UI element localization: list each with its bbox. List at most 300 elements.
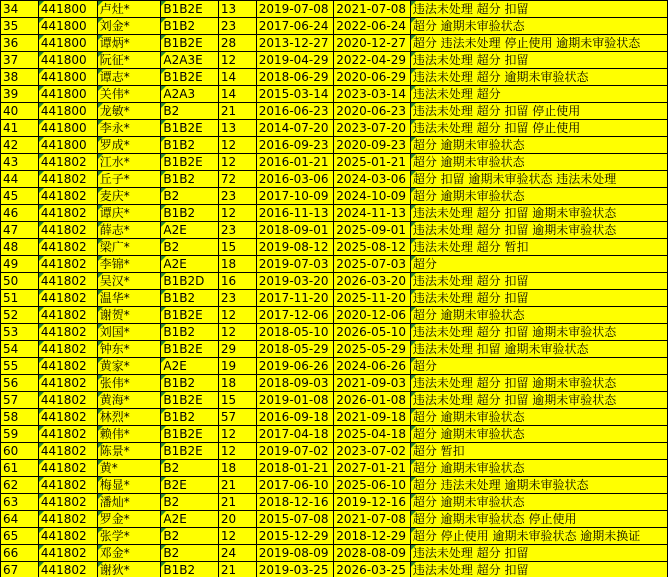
cell-marker-icon [411,426,416,431]
status-notes-cell[interactable] [410,545,667,562]
start-date-cell[interactable]: 2013-12-27 [256,35,333,52]
status-notes-cell[interactable] [410,307,667,324]
start-date-cell[interactable]: 2019-08-09 [256,545,333,562]
area-code-cell[interactable] [38,205,97,222]
status-notes-cell[interactable] [410,494,667,511]
end-date-cell[interactable]: 2025-06-10 [334,477,411,494]
start-date-cell[interactable]: 2019-06-26 [256,358,333,375]
status-notes-cell[interactable] [410,460,667,477]
cell-text: 超分 违法未处理 逾期未审验状态 [412,477,589,492]
license-class-cell[interactable] [161,205,219,222]
license-class-cell[interactable] [161,120,219,137]
start-date-cell[interactable]: 2015-07-08 [256,511,333,528]
score-cell[interactable]: 13 [218,120,256,137]
end-date-cell[interactable]: 2025-07-03 [334,256,411,273]
score-cell[interactable]: 23 [218,188,256,205]
score-cell[interactable]: 21 [218,494,256,511]
status-notes-cell[interactable] [410,52,667,69]
status-notes-cell[interactable] [410,103,667,120]
end-date-cell[interactable]: 2020-06-23 [334,103,411,120]
score-cell[interactable]: 23 [218,222,256,239]
score-cell[interactable]: 21 [218,477,256,494]
area-code-cell[interactable] [38,562,97,577]
end-date-cell[interactable]: 2022-06-24 [334,18,411,35]
area-code-cell[interactable] [38,307,97,324]
area-code-cell[interactable] [38,137,97,154]
end-date-cell[interactable]: 2026-01-08 [334,392,411,409]
status-notes-cell[interactable] [410,256,667,273]
license-class-cell[interactable] [161,222,219,239]
end-date-cell[interactable]: 2025-05-29 [334,341,411,358]
start-date-cell[interactable]: 2019-04-29 [256,52,333,69]
cell-marker-icon [411,392,416,397]
cell-text: 超分 逾期未审验状态 [412,460,525,475]
license-class-cell[interactable] [161,460,219,477]
license-class-cell[interactable] [161,307,219,324]
row-index-cell[interactable]: 59 [1,426,39,443]
row-index-cell[interactable]: 42 [1,137,39,154]
row-index-cell[interactable]: 41 [1,120,39,137]
license-class-cell[interactable] [161,426,219,443]
score-cell[interactable]: 21 [218,562,256,577]
row-index-cell[interactable]: 60 [1,443,39,460]
driver-name-cell[interactable] [97,375,161,392]
license-class-cell[interactable] [161,324,219,341]
end-date-cell[interactable]: 2026-03-25 [334,562,411,577]
area-code-cell[interactable] [38,188,97,205]
driver-name-cell[interactable] [97,528,161,545]
start-date-cell[interactable]: 2019-03-20 [256,273,333,290]
row-index-cell[interactable]: 36 [1,35,39,52]
area-code-cell[interactable] [38,120,97,137]
driver-name-cell[interactable] [97,35,161,52]
cell-text: B1B2 [163,137,196,152]
start-date-cell[interactable]: 2019-07-08 [256,1,333,18]
status-notes-cell[interactable] [410,324,667,341]
license-class-cell[interactable] [161,409,219,426]
score-cell[interactable]: 16 [218,273,256,290]
driver-name-cell[interactable] [97,52,161,69]
row-index-cell[interactable]: 53 [1,324,39,341]
driver-name-cell[interactable] [97,494,161,511]
row-index-cell[interactable]: 43 [1,154,39,171]
area-code-cell[interactable] [38,222,97,239]
start-date-cell[interactable]: 2014-07-20 [256,120,333,137]
start-date-cell[interactable]: 2017-12-06 [256,307,333,324]
area-code-cell[interactable] [38,35,97,52]
license-class-cell[interactable] [161,477,219,494]
score-cell[interactable]: 13 [218,1,256,18]
cell-marker-icon [98,443,103,448]
area-code-cell[interactable] [38,171,97,188]
end-date-cell[interactable]: 2024-11-13 [334,205,411,222]
area-code-cell[interactable] [38,154,97,171]
end-date-cell[interactable]: 2024-10-09 [334,188,411,205]
area-code-cell[interactable] [38,477,97,494]
license-class-cell[interactable] [161,171,219,188]
row-index-cell[interactable]: 48 [1,239,39,256]
end-date-cell[interactable]: 2026-05-10 [334,324,411,341]
status-notes-cell[interactable] [410,120,667,137]
license-class-cell[interactable] [161,375,219,392]
status-notes-cell[interactable] [410,239,667,256]
score-cell[interactable]: 12 [218,528,256,545]
driver-name-cell[interactable] [97,171,161,188]
start-date-cell[interactable]: 2018-12-16 [256,494,333,511]
end-date-cell[interactable]: 2027-01-21 [334,460,411,477]
status-notes-cell[interactable] [410,562,667,577]
end-date-cell[interactable]: 2028-08-09 [334,545,411,562]
start-date-cell[interactable]: 2016-09-18 [256,409,333,426]
driver-name-cell[interactable] [97,154,161,171]
license-class-cell[interactable] [161,341,219,358]
start-date-cell[interactable]: 2018-09-03 [256,375,333,392]
status-notes-cell[interactable] [410,375,667,392]
row-index-cell[interactable]: 45 [1,188,39,205]
row-index-cell[interactable]: 65 [1,528,39,545]
row-index-cell[interactable]: 47 [1,222,39,239]
driver-name-cell[interactable] [97,1,161,18]
area-code-cell[interactable] [38,545,97,562]
status-notes-cell[interactable] [410,392,667,409]
start-date-cell[interactable]: 2018-05-10 [256,324,333,341]
start-date-cell[interactable]: 2018-06-29 [256,69,333,86]
end-date-cell[interactable]: 2022-04-29 [334,52,411,69]
status-notes-cell[interactable] [410,137,667,154]
area-code-cell[interactable] [38,86,97,103]
license-class-cell[interactable] [161,528,219,545]
cell-marker-icon [161,52,166,57]
end-date-cell[interactable]: 2024-03-06 [334,171,411,188]
end-date-cell[interactable]: 2021-07-08 [334,511,411,528]
status-notes-cell[interactable] [410,86,667,103]
cell-text: A2E [163,256,187,271]
end-date-cell[interactable]: 2021-07-08 [334,1,411,18]
driver-name-cell[interactable] [97,137,161,154]
cell-marker-icon [98,324,103,329]
area-code-cell[interactable] [38,18,97,35]
license-class-cell[interactable] [161,562,219,577]
area-code-cell[interactable] [38,239,97,256]
driver-name-cell[interactable] [97,443,161,460]
end-date-cell[interactable]: 2020-09-23 [334,137,411,154]
driver-name-cell[interactable] [97,290,161,307]
start-date-cell[interactable]: 2018-05-29 [256,341,333,358]
end-date-cell[interactable]: 2025-09-01 [334,222,411,239]
score-cell[interactable]: 18 [218,375,256,392]
start-date-cell[interactable]: 2015-12-29 [256,528,333,545]
license-class-cell[interactable] [161,86,219,103]
license-class-cell[interactable] [161,35,219,52]
end-date-cell[interactable]: 2020-06-29 [334,69,411,86]
score-cell[interactable]: 12 [218,205,256,222]
area-code-cell[interactable] [38,426,97,443]
start-date-cell[interactable]: 2019-07-03 [256,256,333,273]
status-notes-cell[interactable] [410,426,667,443]
row-index-cell[interactable]: 44 [1,171,39,188]
row-index-cell[interactable]: 52 [1,307,39,324]
driver-name-cell[interactable] [97,239,161,256]
driver-name-cell[interactable] [97,545,161,562]
license-class-cell[interactable] [161,239,219,256]
driver-name-cell[interactable] [97,103,161,120]
row-index-cell[interactable]: 37 [1,52,39,69]
status-notes-cell[interactable] [410,18,667,35]
end-date-cell[interactable]: 2023-03-14 [334,86,411,103]
area-code-cell[interactable] [38,460,97,477]
row-index-cell[interactable]: 55 [1,358,39,375]
score-cell[interactable]: 15 [218,392,256,409]
status-notes-cell[interactable] [410,511,667,528]
cell-text: 441800 [40,18,87,33]
status-notes-cell[interactable] [410,1,667,18]
license-class-cell[interactable] [161,69,219,86]
end-date-cell[interactable]: 2018-12-29 [334,528,411,545]
start-date-cell[interactable]: 2017-10-09 [256,188,333,205]
status-notes-cell[interactable] [410,477,667,494]
row-index-cell[interactable]: 40 [1,103,39,120]
cell-text: A2A3 [163,86,196,101]
score-cell[interactable]: 57 [218,409,256,426]
end-date-cell[interactable]: 2026-03-20 [334,273,411,290]
table-row [1,392,668,409]
start-date-cell[interactable]: 2016-01-21 [256,154,333,171]
cell-marker-icon [39,205,44,210]
score-cell[interactable]: 20 [218,511,256,528]
end-date-cell[interactable]: 2023-07-20 [334,120,411,137]
score-cell[interactable]: 12 [218,52,256,69]
score-cell[interactable]: 15 [218,239,256,256]
cell-text: 441800 [40,69,87,84]
cell-marker-icon [39,171,44,176]
cell-marker-icon [161,460,166,465]
cell-text: 超分 逾期未审验状态 [412,409,525,424]
score-cell[interactable]: 21 [218,103,256,120]
row-index-cell[interactable]: 46 [1,205,39,222]
cell-text: 黄海* [99,392,130,407]
area-code-cell[interactable] [38,256,97,273]
row-index-cell[interactable]: 34 [1,1,39,18]
score-cell[interactable]: 19 [218,358,256,375]
start-date-cell[interactable]: 2019-03-25 [256,562,333,577]
table-row [1,222,668,239]
start-date-cell[interactable]: 2016-09-23 [256,137,333,154]
end-date-cell[interactable]: 2019-12-16 [334,494,411,511]
area-code-cell[interactable] [38,341,97,358]
score-cell[interactable]: 12 [218,307,256,324]
license-class-cell[interactable] [161,290,219,307]
row-index-cell[interactable]: 49 [1,256,39,273]
score-cell[interactable]: 23 [218,290,256,307]
score-cell[interactable]: 29 [218,341,256,358]
start-date-cell[interactable]: 2016-11-13 [256,205,333,222]
row-index-cell[interactable]: 61 [1,460,39,477]
status-notes-cell[interactable] [410,443,667,460]
row-index-cell[interactable]: 38 [1,69,39,86]
status-notes-cell[interactable] [410,154,667,171]
status-notes-cell[interactable] [410,69,667,86]
status-notes-cell[interactable] [410,341,667,358]
end-date-cell[interactable]: 2020-12-27 [334,35,411,52]
driver-name-cell[interactable] [97,69,161,86]
area-code-cell[interactable] [38,443,97,460]
score-cell[interactable]: 72 [218,171,256,188]
end-date-cell[interactable]: 2025-01-21 [334,154,411,171]
row-index-cell[interactable]: 56 [1,375,39,392]
area-code-cell[interactable] [38,494,97,511]
license-class-cell[interactable] [161,154,219,171]
license-class-cell[interactable] [161,443,219,460]
license-class-cell[interactable] [161,188,219,205]
cell-marker-icon [411,69,416,74]
end-date-cell[interactable]: 2020-12-06 [334,307,411,324]
row-index-cell[interactable]: 62 [1,477,39,494]
end-date-cell[interactable]: 2021-09-18 [334,409,411,426]
row-index-cell[interactable]: 51 [1,290,39,307]
area-code-cell[interactable] [38,290,97,307]
status-notes-cell[interactable] [410,171,667,188]
cell-text: 陈景* [99,443,130,458]
end-date-cell[interactable]: 2025-08-12 [334,239,411,256]
license-class-cell[interactable] [161,52,219,69]
status-notes-cell[interactable] [410,290,667,307]
driver-name-cell[interactable] [97,86,161,103]
start-date-cell[interactable]: 2017-04-18 [256,426,333,443]
start-date-cell[interactable]: 2019-07-02 [256,443,333,460]
status-notes-cell[interactable] [410,528,667,545]
score-cell[interactable]: 12 [218,154,256,171]
driver-name-cell[interactable] [97,18,161,35]
start-date-cell[interactable]: 2019-01-08 [256,392,333,409]
end-date-cell[interactable]: 2025-11-20 [334,290,411,307]
score-cell[interactable]: 12 [218,426,256,443]
start-date-cell[interactable]: 2019-08-12 [256,239,333,256]
driver-name-cell[interactable] [97,256,161,273]
start-date-cell[interactable]: 2017-06-10 [256,477,333,494]
row-index-cell[interactable]: 66 [1,545,39,562]
score-cell[interactable]: 18 [218,460,256,477]
driver-name-cell[interactable] [97,273,161,290]
row-index-cell[interactable]: 35 [1,18,39,35]
area-code-cell[interactable] [38,273,97,290]
start-date-cell[interactable]: 2017-06-24 [256,18,333,35]
score-cell[interactable]: 12 [218,137,256,154]
start-date-cell[interactable]: 2018-09-01 [256,222,333,239]
row-index-cell[interactable]: 64 [1,511,39,528]
end-date-cell[interactable]: 2024-06-26 [334,358,411,375]
area-code-cell[interactable] [38,392,97,409]
license-class-cell[interactable] [161,273,219,290]
score-cell[interactable]: 23 [218,18,256,35]
score-cell[interactable]: 12 [218,324,256,341]
cell-text: 违法未处理 超分 扣留 [412,545,529,560]
license-class-cell[interactable] [161,1,219,18]
area-code-cell[interactable] [38,1,97,18]
score-cell[interactable]: 12 [218,443,256,460]
status-notes-cell[interactable] [410,188,667,205]
area-code-cell[interactable] [38,324,97,341]
cell-marker-icon [39,545,44,550]
license-class-cell[interactable] [161,494,219,511]
driver-name-cell[interactable] [97,477,161,494]
row-index-cell[interactable]: 67 [1,562,39,577]
status-notes-cell[interactable] [410,205,667,222]
driver-name-cell[interactable] [97,562,161,577]
area-code-cell[interactable] [38,358,97,375]
driver-name-cell[interactable] [97,188,161,205]
driver-name-cell[interactable] [97,120,161,137]
license-class-cell[interactable] [161,103,219,120]
cell-text: 刘金* [99,18,130,33]
cell-text: 赖伟* [99,426,130,441]
score-cell[interactable]: 14 [218,69,256,86]
license-class-cell[interactable] [161,511,219,528]
row-index-cell[interactable]: 39 [1,86,39,103]
cell-text: 441800 [40,137,87,152]
license-class-cell[interactable] [161,18,219,35]
area-code-cell[interactable] [38,511,97,528]
area-code-cell[interactable] [38,409,97,426]
area-code-cell[interactable] [38,69,97,86]
driver-name-cell[interactable] [97,324,161,341]
license-class-cell[interactable] [161,358,219,375]
area-code-cell[interactable] [38,52,97,69]
table-row [1,545,668,562]
status-notes-cell[interactable] [410,358,667,375]
score-cell[interactable]: 18 [218,256,256,273]
license-class-cell[interactable] [161,392,219,409]
end-date-cell[interactable]: 2025-04-18 [334,426,411,443]
driver-name-cell[interactable] [97,460,161,477]
status-notes-cell[interactable] [410,35,667,52]
status-notes-cell[interactable] [410,222,667,239]
start-date-cell[interactable]: 2016-03-06 [256,171,333,188]
start-date-cell[interactable]: 2015-03-14 [256,86,333,103]
area-code-cell[interactable] [38,528,97,545]
row-index-cell[interactable]: 57 [1,392,39,409]
score-cell[interactable]: 28 [218,35,256,52]
start-date-cell[interactable]: 2016-06-23 [256,103,333,120]
row-index-cell[interactable]: 58 [1,409,39,426]
driver-name-cell[interactable] [97,358,161,375]
license-class-cell[interactable] [161,545,219,562]
score-cell[interactable]: 14 [218,86,256,103]
start-date-cell[interactable]: 2018-01-21 [256,460,333,477]
license-class-cell[interactable] [161,256,219,273]
score-cell[interactable]: 24 [218,545,256,562]
area-code-cell[interactable] [38,375,97,392]
driver-name-cell[interactable] [97,307,161,324]
driver-name-cell[interactable] [97,511,161,528]
row-index-cell[interactable]: 54 [1,341,39,358]
driver-name-cell[interactable] [97,392,161,409]
license-class-cell[interactable] [161,137,219,154]
end-date-cell[interactable]: 2023-07-02 [334,443,411,460]
cell-marker-icon [98,35,103,40]
driver-name-cell[interactable] [97,426,161,443]
area-code-cell[interactable] [38,103,97,120]
end-date-cell[interactable]: 2021-09-03 [334,375,411,392]
start-date-cell[interactable]: 2017-11-20 [256,290,333,307]
status-notes-cell[interactable] [410,409,667,426]
row-index-cell[interactable]: 50 [1,273,39,290]
status-notes-cell[interactable] [410,273,667,290]
driver-name-cell[interactable] [97,341,161,358]
row-index-cell[interactable]: 63 [1,494,39,511]
driver-name-cell[interactable] [97,409,161,426]
driver-name-cell[interactable] [97,205,161,222]
driver-name-cell[interactable] [97,222,161,239]
